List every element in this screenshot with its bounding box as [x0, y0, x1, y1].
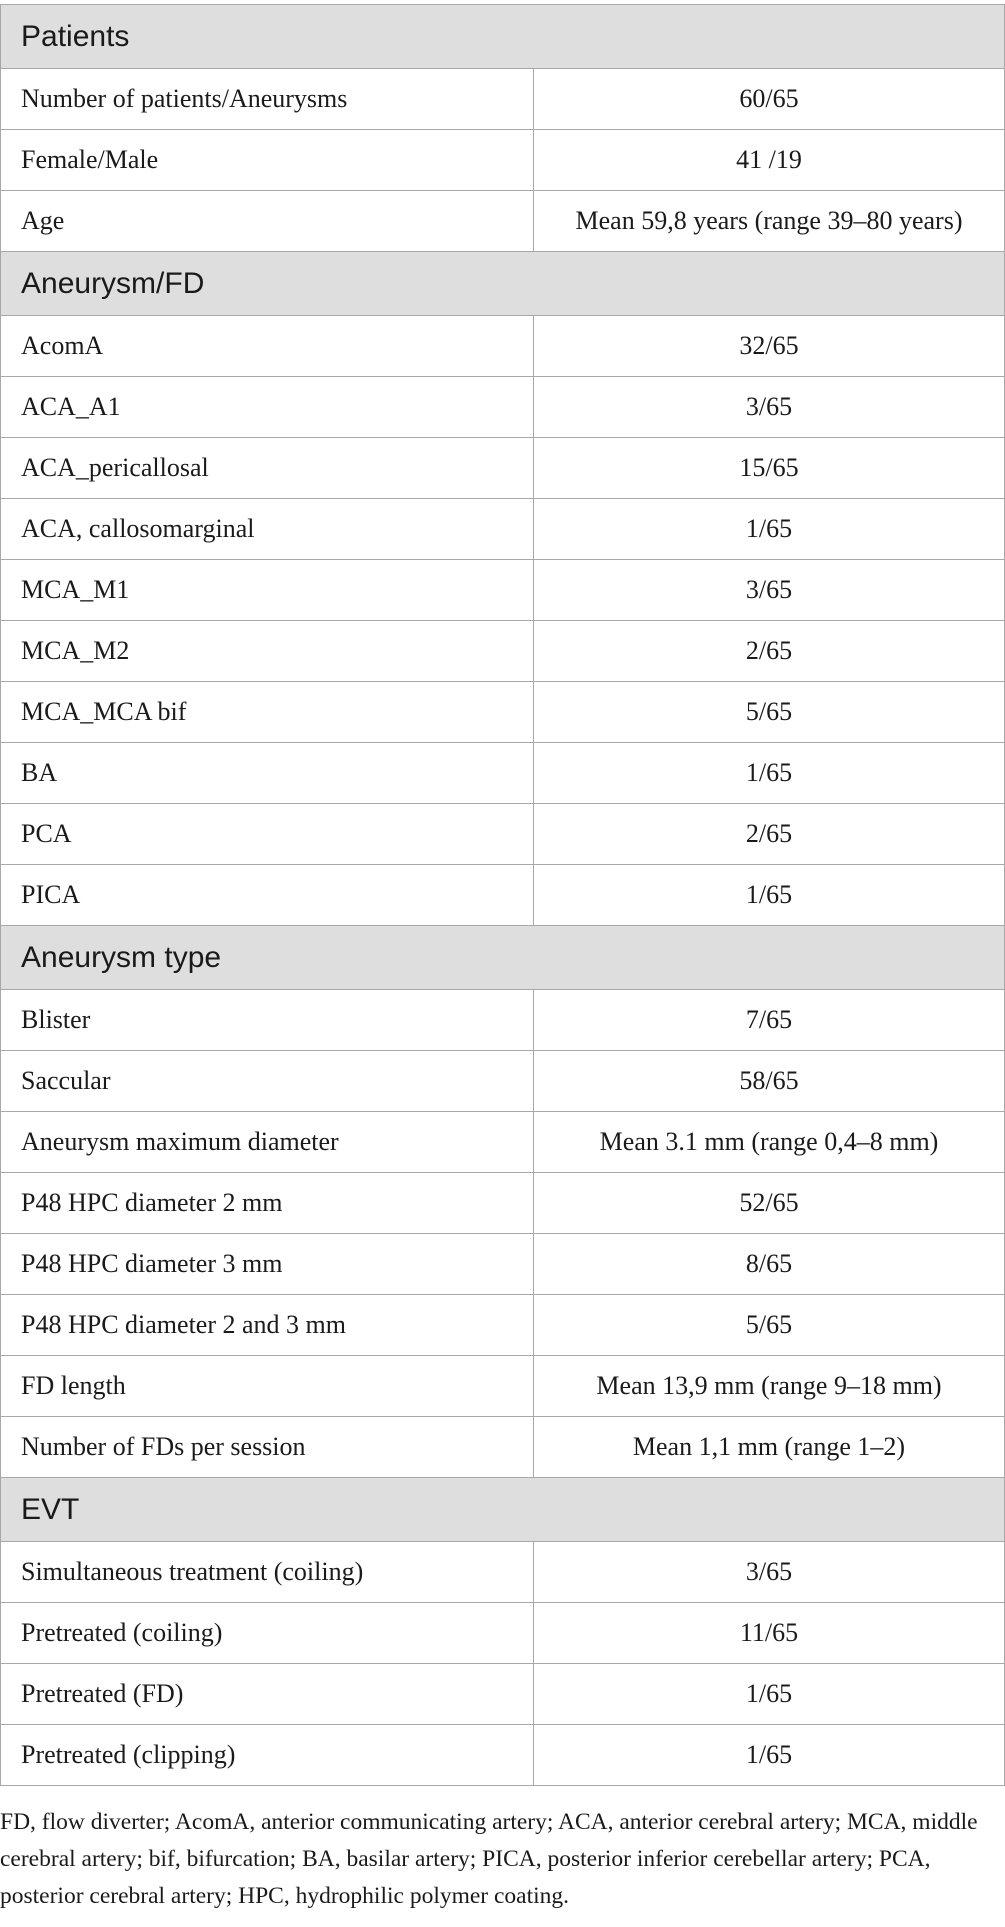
row-value: 8/65 [534, 1234, 1005, 1295]
table-row [1, 1051, 1005, 1112]
row-value: 58/65 [534, 1051, 1005, 1112]
row-value: 15/65 [534, 438, 1005, 499]
section-title: Aneurysm/FD [1, 252, 1005, 316]
row-value: 5/65 [534, 1295, 1005, 1356]
row-value: 1/65 [534, 499, 1005, 560]
section-title: EVT [1, 1478, 1005, 1542]
section-header-evt [1, 1478, 1005, 1542]
table-row [1, 682, 1005, 743]
table-row [1, 438, 1005, 499]
section-header-aneurysm-type [1, 926, 1005, 990]
row-label: Aneurysm maximum diameter [1, 1112, 534, 1173]
row-value: 1/65 [534, 865, 1005, 926]
table-row [1, 1725, 1005, 1786]
section-header-patients [1, 5, 1005, 69]
table-row [1, 1542, 1005, 1603]
row-value: 2/65 [534, 621, 1005, 682]
section-title: Aneurysm type [1, 926, 1005, 990]
row-label: Number of FDs per session [1, 1417, 534, 1478]
row-label: P48 HPC diameter 2 and 3 mm [1, 1295, 534, 1356]
row-label: Pretreated (coiling) [1, 1603, 534, 1664]
row-label: Pretreated (clipping) [1, 1725, 534, 1786]
table-row [1, 990, 1005, 1051]
row-label: FD length [1, 1356, 534, 1417]
row-label: ACA_A1 [1, 377, 534, 438]
table-row [1, 130, 1005, 191]
row-label: Number of patients/Aneurysms [1, 69, 534, 130]
data-table-container [0, 4, 1004, 1786]
row-label: Age [1, 191, 534, 252]
row-value: Mean 3.1 mm (range 0,4–8 mm) [534, 1112, 1005, 1173]
row-label: Blister [1, 990, 534, 1051]
row-label: P48 HPC diameter 2 mm [1, 1173, 534, 1234]
row-value: Mean 1,1 mm (range 1–2) [534, 1417, 1005, 1478]
row-value: 3/65 [534, 560, 1005, 621]
table-row [1, 621, 1005, 682]
row-label: BA [1, 743, 534, 804]
table-row [1, 1234, 1005, 1295]
table-row [1, 865, 1005, 926]
table-row [1, 1603, 1005, 1664]
section-title: Patients [1, 5, 1005, 69]
row-label: AcomA [1, 316, 534, 377]
patient-characteristics-table [0, 4, 1005, 1786]
row-label: MCA_M2 [1, 621, 534, 682]
table-row [1, 1356, 1005, 1417]
row-value: 1/65 [534, 1725, 1005, 1786]
row-label: ACA_pericallosal [1, 438, 534, 499]
row-value: Mean 13,9 mm (range 9–18 mm) [534, 1356, 1005, 1417]
table-footnote: FD, flow diverter; AcomA, anterior communicating artery; ACA, anterior cerebral artery; MCA, middle cerebral artery; bif, bifurcation; BA, basilar artery; PICA, posterior inferior cerebellar artery; PCA, posterior cerebral artery; HPC, hydrophilic polymer coating. [0, 1809, 978, 1909]
row-label: MCA_MCA bif [1, 682, 534, 743]
table-row [1, 743, 1005, 804]
row-value: 52/65 [534, 1173, 1005, 1234]
row-label: MCA_M1 [1, 560, 534, 621]
row-value: 1/65 [534, 1664, 1005, 1725]
table-row [1, 1173, 1005, 1234]
table-row [1, 804, 1005, 865]
row-label: Simultaneous treatment (coiling) [1, 1542, 534, 1603]
table-row [1, 377, 1005, 438]
row-label: ACA, callosomarginal [1, 499, 534, 560]
row-value: 7/65 [534, 990, 1005, 1051]
row-value: 41 /19 [534, 130, 1005, 191]
table-body [1, 5, 1005, 1786]
row-value: 3/65 [534, 377, 1005, 438]
row-label: Saccular [1, 1051, 534, 1112]
table-row [1, 1664, 1005, 1725]
table-row [1, 1295, 1005, 1356]
table-row [1, 560, 1005, 621]
row-value: 60/65 [534, 69, 1005, 130]
row-label: P48 HPC diameter 3 mm [1, 1234, 534, 1295]
row-value: 32/65 [534, 316, 1005, 377]
table-row [1, 316, 1005, 377]
table-row [1, 1417, 1005, 1478]
row-value: Mean 59,8 years (range 39–80 years) [534, 191, 1005, 252]
row-value: 11/65 [534, 1603, 1005, 1664]
row-label: PCA [1, 804, 534, 865]
row-label: Pretreated (FD) [1, 1664, 534, 1725]
row-label: Female/Male [1, 130, 534, 191]
row-label: PICA [1, 865, 534, 926]
row-value: 2/65 [534, 804, 1005, 865]
row-value: 5/65 [534, 682, 1005, 743]
table-row [1, 1112, 1005, 1173]
row-value: 3/65 [534, 1542, 1005, 1603]
table-row [1, 191, 1005, 252]
table-row [1, 499, 1005, 560]
row-value: 1/65 [534, 743, 1005, 804]
table-row [1, 69, 1005, 130]
section-header-aneurysm-fd [1, 252, 1005, 316]
